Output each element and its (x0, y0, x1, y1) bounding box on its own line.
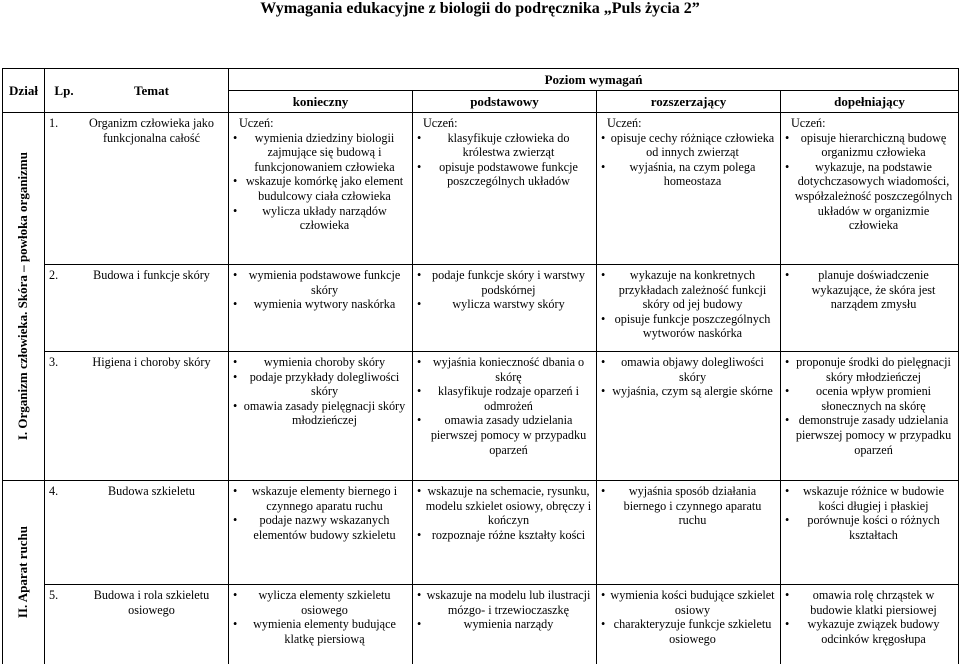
topic-cell (45, 265, 229, 352)
requirement-item: • omawia zasady udzielania pierwszej pomocy w przypadku oparzeń (417, 413, 592, 457)
requirement-item: • wskazuje elementy biernego i czynnego aparatu ruchu (233, 484, 408, 513)
table-row (3, 352, 959, 481)
requirement-item: • wymienia choroby skóry (233, 355, 408, 370)
requirement-list (601, 484, 776, 528)
requirement-cell (413, 352, 597, 481)
requirement-cell (229, 352, 413, 481)
requirement-cell (413, 265, 597, 352)
requirement-item: • wymienia elementy budujące klatkę piersiową (233, 617, 408, 646)
requirement-list (785, 268, 954, 312)
topic-name: Budowa i rola szkieletu osiowego (93, 588, 210, 617)
requirement-list (785, 131, 954, 233)
requirement-cell (413, 585, 597, 664)
topic-name: Higiena i choroby skóry (92, 355, 211, 369)
header-lp: Lp. (54, 83, 74, 98)
requirement-item: • charakteryzuje funkcje szkieletu osiowego (601, 617, 776, 646)
requirement-list (233, 355, 408, 428)
topic-number: 3. (49, 355, 59, 369)
requirement-item: • wylicza warstwy skóry (417, 297, 592, 312)
requirement-list (233, 588, 408, 646)
requirement-item: • wymienia kości budujące szkielet osiowy (601, 588, 776, 617)
topic-name: Budowa i funkcje skóry (93, 268, 210, 282)
topic-cell (45, 352, 229, 481)
page-title: Wymagania edukacyjne z biologii do podręcznika „Puls życia 2” (260, 0, 700, 17)
topic-number: 2. (49, 268, 59, 282)
requirement-item: • opisuje funkcje poszczególnych wytworów naskórka (601, 312, 776, 341)
requirement-item: • wskazuje na modelu lub ilustracji mózgo- i trzewioczaszkę (417, 588, 592, 617)
requirement-item: • wymienia dziedziny biologii zajmujące się budową i funkcjonowaniem człowieka (233, 131, 408, 175)
requirement-cell (781, 113, 959, 265)
table-row (3, 481, 959, 585)
requirement-item: • opisuje cechy różniące człowieka od innych zwierząt (601, 131, 776, 160)
table-row (3, 585, 959, 664)
requirement-item: • omawia rolę chrząstek w budowie klatki piersiowej (785, 588, 954, 617)
requirement-list (417, 588, 592, 632)
header-lp-temat (45, 69, 229, 113)
requirement-list (417, 268, 592, 312)
requirement-item: • wymienia narządy (417, 617, 592, 632)
student-label: Uczeń: (791, 116, 826, 130)
topic-number: 4. (49, 484, 59, 498)
requirement-item: • demonstruje zasady udzielania pierwszej pomocy w przypadku oparzeń (785, 413, 954, 457)
header-level-rozszerzajacy: rozszerzający (597, 91, 781, 113)
requirement-list (233, 268, 408, 312)
topic-number: 5. (49, 588, 59, 602)
requirement-list (785, 484, 954, 542)
requirement-list (417, 484, 592, 542)
requirement-item: • wykazuje związek budowy odcinków kręgosłupa (785, 617, 954, 646)
requirement-list (233, 131, 408, 233)
requirement-cell (413, 481, 597, 585)
table-row (3, 265, 959, 352)
requirement-item: • klasyfikuje rodzaje oparzeń i odmrożeń (417, 384, 592, 413)
requirement-item: • omawia objawy dolegliwości skóry (601, 355, 776, 384)
requirement-item: • podaje nazwy wskazanych elementów budowy szkieletu (233, 513, 408, 542)
requirement-list (417, 131, 592, 189)
requirement-item: • omawia zasady pielęgnacji skóry młodzieńczej (233, 399, 408, 428)
requirement-item: • wymienia wytwory naskórka (233, 297, 408, 312)
student-label: Uczeń: (607, 116, 642, 130)
header-dzial: Dział (3, 69, 45, 113)
header-level-dopelniajacy: dopełniający (781, 91, 959, 113)
requirement-item: • podaje przykłady dolegliwości skóry (233, 370, 408, 399)
requirement-cell (597, 352, 781, 481)
requirement-list (785, 588, 954, 646)
requirement-list (601, 131, 776, 189)
topic-cell (45, 585, 229, 664)
header-level-podstawowy: podstawowy (413, 91, 597, 113)
requirement-item: • wskazuje na schemacie, rysunku, modelu szkielet osiowy, obręczy i kończyn (417, 484, 592, 528)
requirement-cell (597, 585, 781, 664)
requirement-item: • opisuje hierarchiczną budowę organizmu człowieka (785, 131, 954, 160)
requirement-item: • rozpoznaje różne kształty kości (417, 528, 592, 543)
requirement-item: • planuje doświadczenie wykazujące, że skóra jest narządem zmysłu (785, 268, 954, 312)
requirement-item: • wykazuje, na podstawie dotychczasowych wiadomości, współzależność poszczególnych układów w organizmie człowieka (785, 160, 954, 233)
requirement-list (601, 355, 776, 399)
section-name-cell (3, 113, 45, 481)
requirement-item: • wylicza układy narządów człowieka (233, 204, 408, 233)
requirement-item: • wyjaśnia konieczność dbania o skórę (417, 355, 592, 384)
topic-name: Organizm człowieka jako funkcjonalna całość (89, 116, 214, 145)
requirement-list (601, 588, 776, 646)
requirement-item: • wymienia podstawowe funkcje skóry (233, 268, 408, 297)
topic-cell (45, 113, 229, 265)
student-label: Uczeń: (239, 116, 274, 130)
student-label: Uczeń: (423, 116, 458, 130)
requirement-list (785, 355, 954, 457)
requirement-item: • ocenia wpływ promieni słonecznych na skórę (785, 384, 954, 413)
topic-name: Budowa szkieletu (108, 484, 195, 498)
topic-number: 1. (49, 116, 59, 130)
requirement-cell (781, 352, 959, 481)
requirement-item: • porównuje kości o różnych kształtach (785, 513, 954, 542)
requirement-item: • wskazuje różnice w budowie kości długiej i płaskiej (785, 484, 954, 513)
requirement-item: • podaje funkcje skóry i warstwy podskórnej (417, 268, 592, 297)
requirement-cell (597, 113, 781, 265)
requirement-item: • proponuje środki do pielęgnacji skóry młodzieńczej (785, 355, 954, 384)
requirements-table (2, 68, 959, 664)
requirement-cell (597, 265, 781, 352)
requirement-cell (229, 585, 413, 664)
requirement-cell (229, 481, 413, 585)
requirement-item: • wskazuje komórkę jako element budulcowy ciała człowieka (233, 174, 408, 203)
section-name: II. Aparat ruchu (15, 526, 31, 619)
requirement-item: • wyjaśnia, czym są alergie skórne (601, 384, 776, 399)
topic-cell (45, 481, 229, 585)
header-poziom: Poziom wymagań (229, 69, 959, 91)
requirement-item: • wykazuje na konkretnych przykładach zależność funkcji skóry od jej budowy (601, 268, 776, 312)
requirement-list (417, 355, 592, 457)
requirement-item: • klasyfikuje człowieka do królestwa zwierząt (417, 131, 592, 160)
requirement-cell (229, 113, 413, 265)
requirement-item: • wylicza elementy szkieletu osiowego (233, 588, 408, 617)
requirement-cell (781, 265, 959, 352)
header-temat: Temat (134, 83, 169, 98)
requirement-item: • wyjaśnia sposób działania biernego i czynnego aparatu ruchu (601, 484, 776, 528)
requirement-cell (597, 481, 781, 585)
section-name-cell (3, 481, 45, 664)
requirement-cell (413, 113, 597, 265)
requirement-cell (781, 585, 959, 664)
section-name: I. Organizm człowieka. Skóra – powłoka organizmu (15, 152, 31, 441)
requirement-list (233, 484, 408, 542)
table-row (3, 113, 959, 265)
requirement-item: • wyjaśnia, na czym polega homeostaza (601, 160, 776, 189)
requirement-cell (781, 481, 959, 585)
requirement-cell (229, 265, 413, 352)
requirement-item: • opisuje podstawowe funkcje poszczególnych układów (417, 160, 592, 189)
requirement-list (601, 268, 776, 341)
header-level-konieczny: konieczny (229, 91, 413, 113)
